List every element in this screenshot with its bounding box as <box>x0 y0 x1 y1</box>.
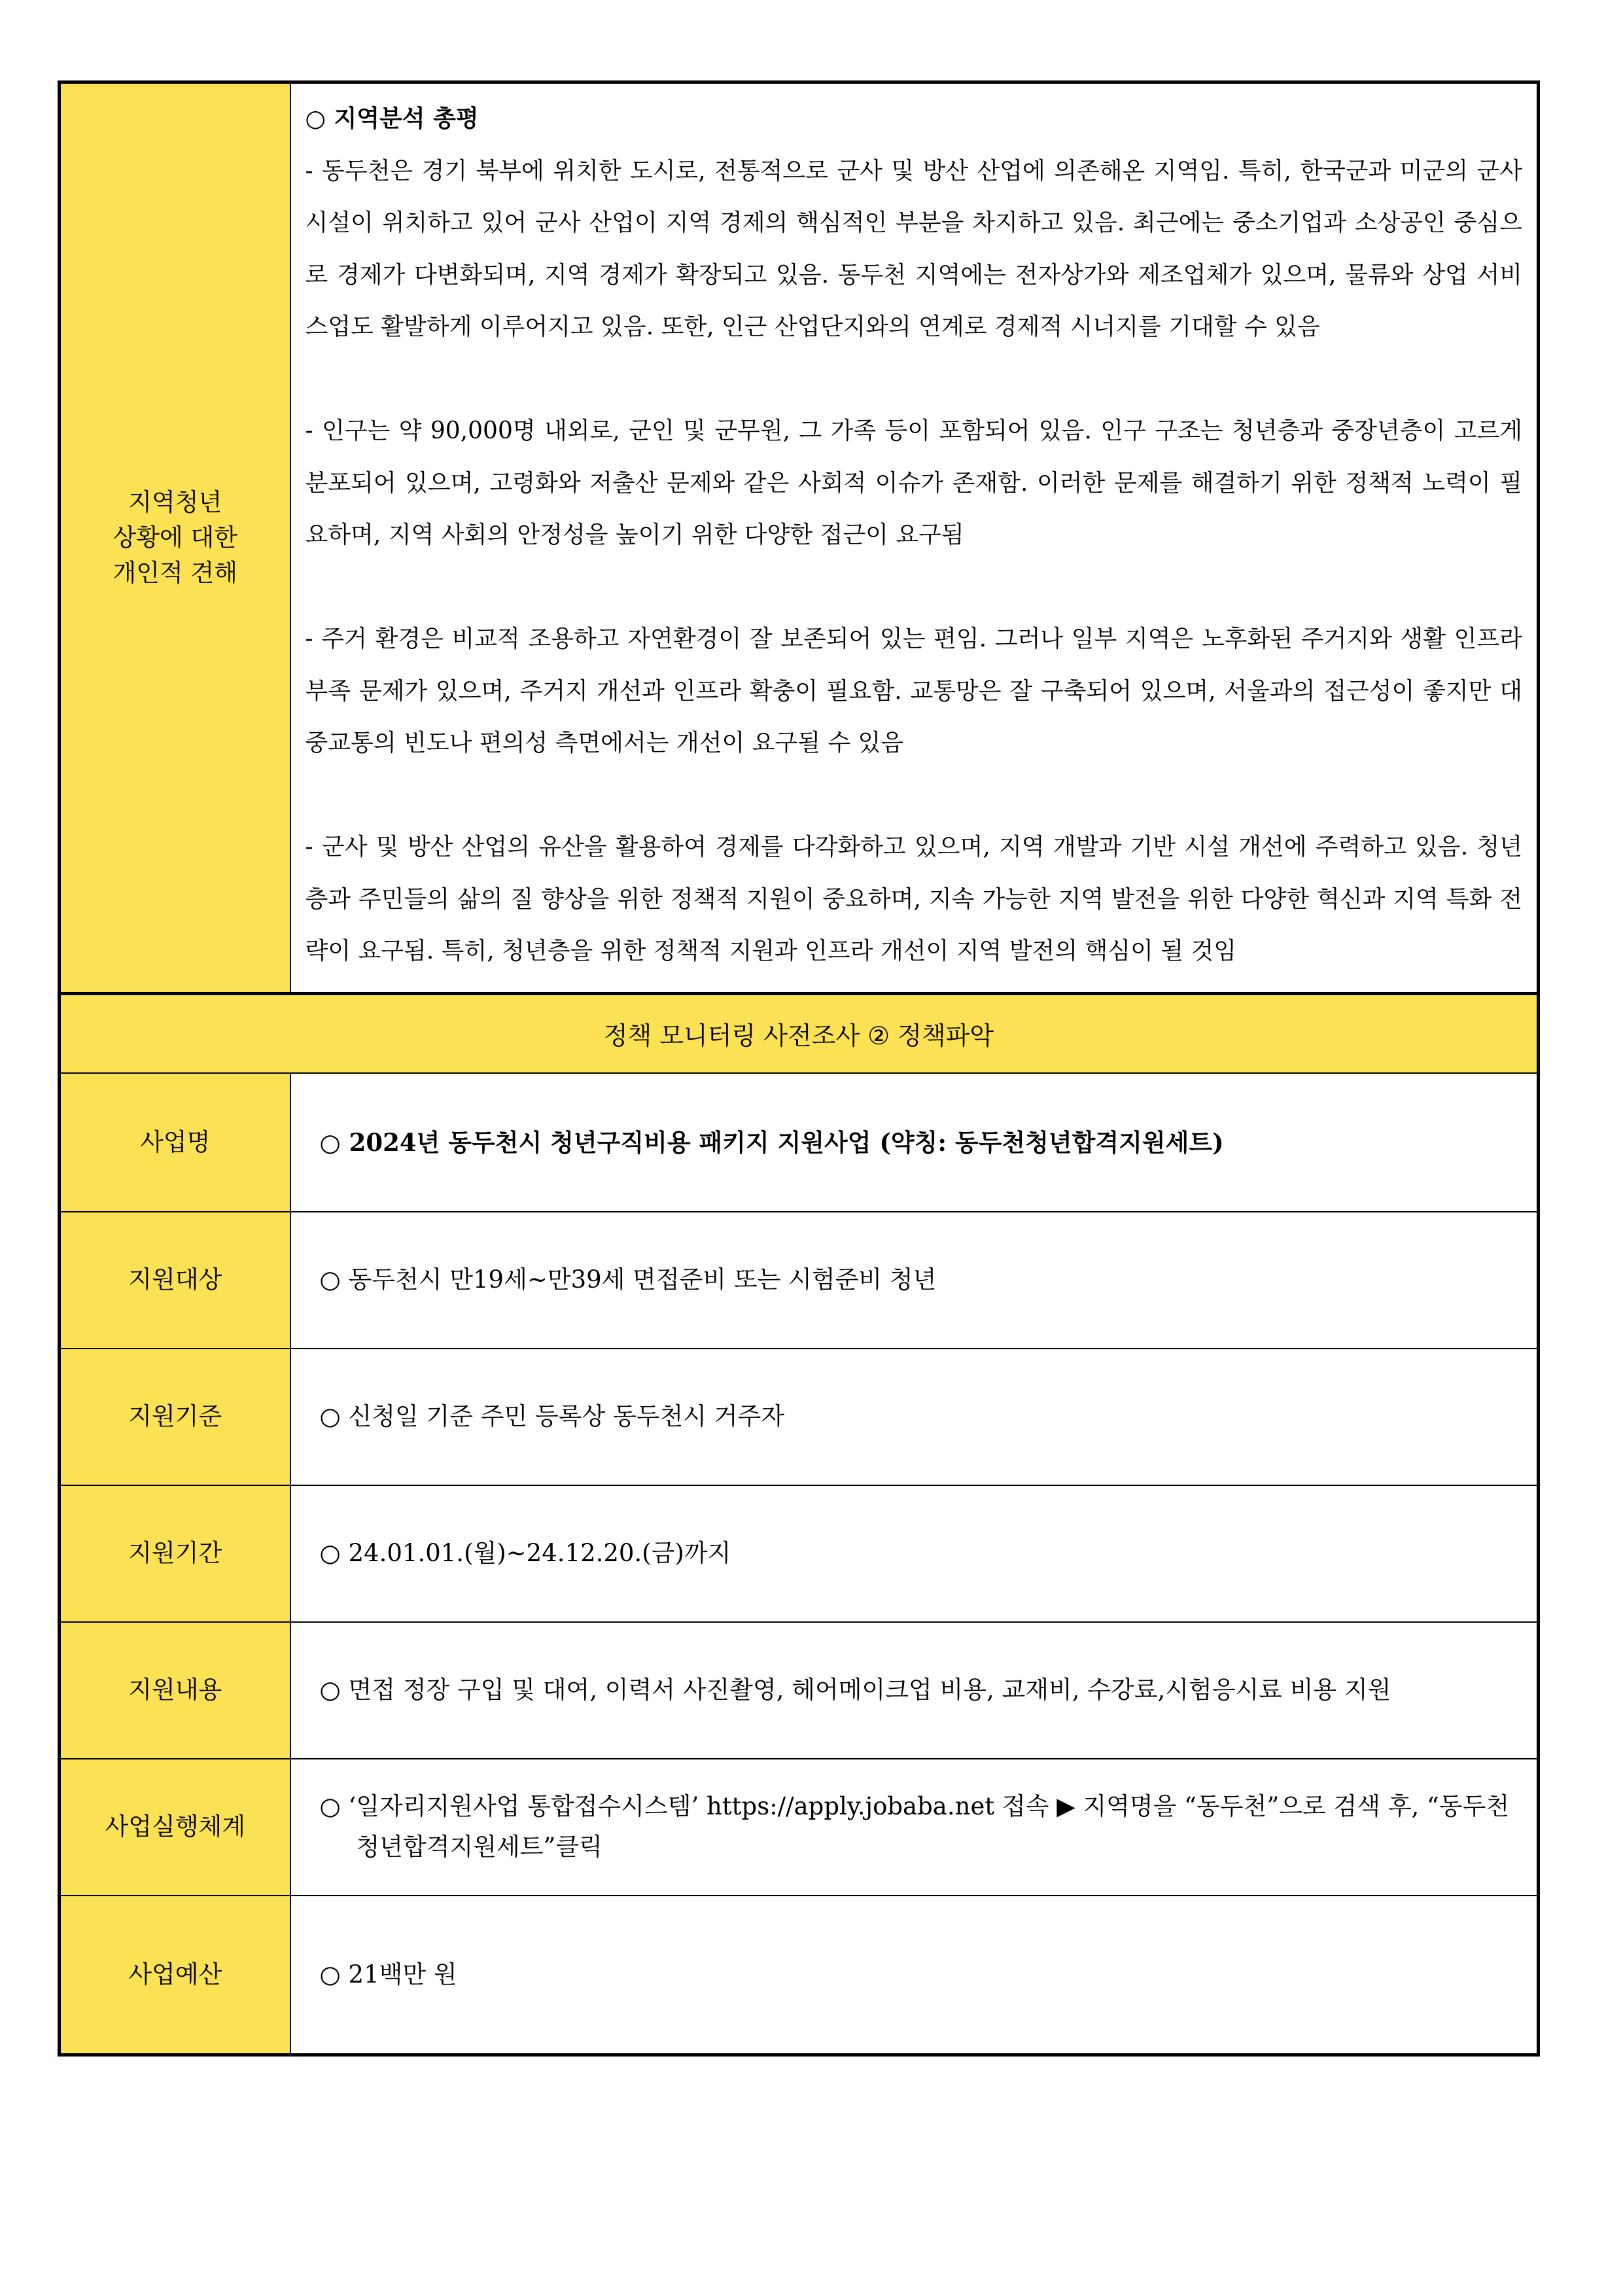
budget-label: 사업예산 <box>60 1896 290 2055</box>
support-target-label: 지원대상 <box>60 1212 290 1349</box>
support-period-label: 지원기간 <box>60 1485 290 1622</box>
support-content-text: ○ 면접 정장 구입 및 대여, 이력서 사진촬영, 헤어메이크업 비용, 교재비, 수강료,시험응시료 비용 지원 <box>319 1676 1391 1704</box>
execution-system-label: 사업실행체계 <box>60 1759 290 1896</box>
table-row <box>60 1212 1539 1349</box>
policy-report-table <box>58 80 1540 2057</box>
support-criteria-value: ○ 신청일 기준 주민 등록상 동두천시 거주자 <box>290 1349 1539 1485</box>
execution-system-value <box>290 1759 1539 1896</box>
table-row <box>60 1349 1539 1485</box>
section-header-row <box>60 993 1539 1073</box>
table-row <box>60 1896 1539 2055</box>
analysis-paragraph-population: - 인구는 약 90,000명 내외로, 군인 및 군무원, 그 가족 등이 포함되어 있음. 인구 구조는 청년층과 중장년층이 고르게 분포되어 있으며, 고령화와 저출산 문제와 같은 사회적 이슈가 존재함. 이러한 문제를 해결하기 위한 정책적 노력이 필요하며, 지역 사회의 안정성을 높이기 위한 다양한 접근이 요구됨 <box>305 417 1522 548</box>
analysis-paragraph-development: - 군사 및 방산 산업의 유산을 활용하여 경제를 다각화하고 있으며, 지역 개발과 기반 시설 개선에 주력하고 있음. 청년층과 주민들의 삶의 질 향상을 위한 정책적 지원이 중요하며, 지속 가능한 지역 발전을 위한 다양한 혁신과 지역 특화 전략이 요구됨. 특히, 청년층을 위한 정책적 지원과 인프라 개선이 지역 발전의 핵심이 될 것임 <box>305 834 1522 964</box>
table-row <box>60 1622 1539 1759</box>
support-content-value <box>290 1622 1539 1759</box>
analysis-paragraph-economy: - 동두천은 경기 북부에 위치한 도시로, 전통적으로 군사 및 방산 산업에 의존해온 지역임. 특히, 한국군과 미군의 군사 시설이 위치하고 있어 군사 산업이 지역 경제의 핵심적인 부분을 차지하고 있음. 최근에는 중소기업과 소상공인 중심으로 경제가 다변화되며, 지역 경제가 확장되고 있음. 동두천 지역에는 전자상가와 제조업체가 있으며, 물류와 상업 서비스업도 활발하게 이루어지고 있음. 또한, 인근 산업단지와의 연계로 경제적 시너지를 기대할 수 있음 <box>305 157 1522 340</box>
support-period-value: ○ 24.01.01.(월)~24.12.20.(금)까지 <box>290 1485 1539 1622</box>
support-target-value: ○ 동두천시 만19세~만39세 면접준비 또는 시험준비 청년 <box>290 1212 1539 1349</box>
analysis-heading: ○ 지역분석 총평 <box>305 105 479 132</box>
analysis-label-line: 상황에 대한 <box>113 523 237 552</box>
project-name-value: ○ 2024년 동두천시 청년구직비용 패키지 지원사업 (약칭: 동두천청년합격지원세트) <box>290 1073 1539 1212</box>
table-row <box>60 1485 1539 1622</box>
analysis-label-line: 개인적 견해 <box>113 558 237 587</box>
support-criteria-label: 지원기준 <box>60 1349 290 1485</box>
analysis-paragraph-housing: - 주거 환경은 비교적 조용하고 자연환경이 잘 보존되어 있는 편임. 그러나 일부 지역은 노후화된 주거지와 생활 인프라 부족 문제가 있으며, 주거지 개선과 인프라 확충이 필요함. 교통망은 잘 구축되어 있으며, 서울과의 접근성이 좋지만 대중교통의 빈도나 편의성 측면에서는 개선이 요구될 수 있음 <box>305 626 1523 756</box>
analysis-label-line: 지역청년 <box>128 487 222 516</box>
execution-system-text: ○ ‘일자리지원사업 통합접수시스템’ https://apply.jobaba.net 접속 ▶ 지역명을 “동두천”으로 검색 후, “동두천청년합격지원세트”클릭 <box>319 1792 1510 1861</box>
section-title: 정책 모니터링 사전조사 ② 정책파악 <box>60 993 1539 1073</box>
budget-value: ○ 21백만 원 <box>290 1896 1539 2055</box>
support-content-label: 지원내용 <box>60 1622 290 1759</box>
table-row <box>60 1759 1539 1896</box>
table-row <box>60 1073 1539 1212</box>
analysis-row <box>60 82 1539 994</box>
analysis-content <box>290 82 1539 994</box>
project-name-label: 사업명 <box>60 1073 290 1212</box>
analysis-label <box>60 82 290 994</box>
